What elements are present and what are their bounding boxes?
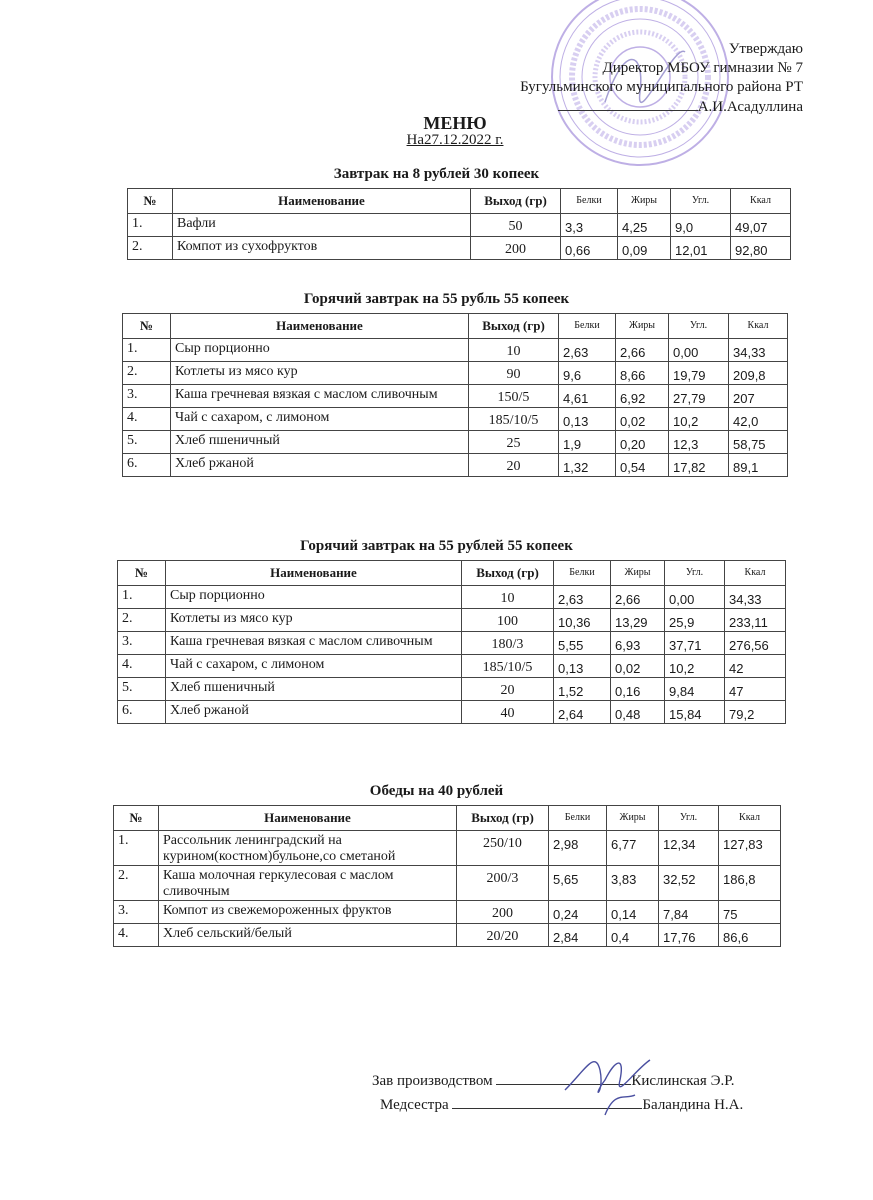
col-fat-cell: 0,09 xyxy=(618,237,671,260)
col-carbs-cell: 17,76 xyxy=(659,924,719,947)
menu-table xyxy=(127,188,791,260)
col-name-cell: Хлеб сельский/белый xyxy=(159,924,457,947)
col-yield-cell: 25 xyxy=(469,431,559,454)
handwritten-signature xyxy=(555,1040,665,1125)
section-title: Обеды на 40 рублей xyxy=(369,783,504,799)
col-carbs-cell: 12,3 xyxy=(669,431,729,454)
col-fat-cell: 0,16 xyxy=(611,678,665,701)
col-protein-cell: 1,32 xyxy=(559,454,616,477)
col-carbs-cell: 9,84 xyxy=(665,678,725,701)
page-title: МЕНЮ xyxy=(423,113,487,133)
header-col-yield: Выход (гр) xyxy=(471,189,561,214)
col-kcal-cell: 42,0 xyxy=(729,408,788,431)
col-yield-cell: 40 xyxy=(462,701,554,724)
table-row xyxy=(118,609,786,632)
table-row xyxy=(118,678,786,701)
col-protein-cell: 5,65 xyxy=(549,866,607,901)
col-name-cell: Сыр порционно xyxy=(171,339,469,362)
table-row xyxy=(118,632,786,655)
table-row xyxy=(128,237,791,260)
col-yield-cell: 10 xyxy=(469,339,559,362)
col-carbs-cell: 0,00 xyxy=(665,586,725,609)
approval-position: Директор МБОУ гимназии № 7 xyxy=(602,60,803,76)
col-kcal-cell: 209,8 xyxy=(729,362,788,385)
col-yield-cell: 250/10 xyxy=(457,831,549,866)
col-number-cell: 1. xyxy=(114,831,159,866)
table-header-row xyxy=(118,561,786,586)
nurse-name: Баландина Н.А. xyxy=(642,1097,744,1113)
header-col-fat: Жиры xyxy=(618,189,671,214)
production-label: Зав производством xyxy=(372,1073,493,1089)
approval-block xyxy=(520,40,803,117)
header-col-fat: Жиры xyxy=(611,561,665,586)
col-carbs-cell: 17,82 xyxy=(669,454,729,477)
col-number-cell: 1. xyxy=(128,214,173,237)
header-col-yield: Выход (гр) xyxy=(469,314,559,339)
col-carbs-cell: 27,79 xyxy=(669,385,729,408)
col-number-cell: 2. xyxy=(114,866,159,901)
col-fat-cell: 0,02 xyxy=(611,655,665,678)
col-name-cell: Компот из свежемороженных фруктов xyxy=(159,901,457,924)
header-col-number: № xyxy=(128,189,173,214)
table-row xyxy=(118,586,786,609)
col-protein-cell: 2,64 xyxy=(554,701,611,724)
menu-table xyxy=(122,313,788,477)
col-number-cell: 4. xyxy=(118,655,166,678)
table-row xyxy=(114,901,781,924)
col-kcal-cell: 233,11 xyxy=(725,609,786,632)
col-number-cell: 1. xyxy=(118,586,166,609)
col-fat-cell: 2,66 xyxy=(611,586,665,609)
header-col-name: Наименование xyxy=(159,806,457,831)
col-protein-cell: 4,61 xyxy=(559,385,616,408)
col-number-cell: 3. xyxy=(114,901,159,924)
col-carbs-cell: 0,00 xyxy=(669,339,729,362)
table-row xyxy=(123,385,788,408)
col-yield-cell: 100 xyxy=(462,609,554,632)
col-carbs-cell: 32,52 xyxy=(659,866,719,901)
col-name-cell: Каша молочная геркулесовая с маслом сливочным xyxy=(159,866,457,901)
col-fat-cell: 0,20 xyxy=(616,431,669,454)
menu-date: На27.12.2022 г. xyxy=(406,132,504,148)
col-name-cell: Компот из сухофруктов xyxy=(173,237,471,260)
col-kcal-cell: 42 xyxy=(725,655,786,678)
col-name-cell: Чай с сахаром, с лимоном xyxy=(171,408,469,431)
col-fat-cell: 8,66 xyxy=(616,362,669,385)
header-col-protein: Белки xyxy=(559,314,616,339)
header-col-name: Наименование xyxy=(173,189,471,214)
col-fat-cell: 0,54 xyxy=(616,454,669,477)
col-yield-cell: 20 xyxy=(462,678,554,701)
col-yield-cell: 50 xyxy=(471,214,561,237)
col-name-cell: Хлеб ржаной xyxy=(171,454,469,477)
menu-table xyxy=(113,805,781,947)
signature-production xyxy=(372,1070,734,1092)
col-protein-cell: 10,36 xyxy=(554,609,611,632)
col-fat-cell: 3,83 xyxy=(607,866,659,901)
col-number-cell: 6. xyxy=(118,701,166,724)
col-name-cell: Хлеб ржаной xyxy=(166,701,462,724)
nurse-label: Медсестра xyxy=(380,1097,449,1113)
header-col-protein: Белки xyxy=(554,561,611,586)
col-kcal-cell: 186,8 xyxy=(719,866,781,901)
col-protein-cell: 0,13 xyxy=(559,408,616,431)
col-yield-cell: 180/3 xyxy=(462,632,554,655)
col-kcal-cell: 276,56 xyxy=(725,632,786,655)
col-kcal-cell: 75 xyxy=(719,901,781,924)
col-name-cell: Хлеб пшеничный xyxy=(166,678,462,701)
table-header-row xyxy=(128,189,791,214)
col-kcal-cell: 34,33 xyxy=(725,586,786,609)
menu-table xyxy=(117,560,786,724)
header-col-protein: Белки xyxy=(561,189,618,214)
col-kcal-cell: 49,07 xyxy=(731,214,791,237)
col-number-cell: 5. xyxy=(118,678,166,701)
production-name: Кислинская Э.Р. xyxy=(631,1073,735,1089)
col-name-cell: Котлеты из мясо кур xyxy=(171,362,469,385)
header-col-yield: Выход (гр) xyxy=(462,561,554,586)
col-fat-cell: 2,66 xyxy=(616,339,669,362)
header-col-protein: Белки xyxy=(549,806,607,831)
table-row xyxy=(114,831,781,866)
col-name-cell: Хлеб пшеничный xyxy=(171,431,469,454)
header-col-number: № xyxy=(118,561,166,586)
header-col-fat: Жиры xyxy=(607,806,659,831)
col-fat-cell: 6,93 xyxy=(611,632,665,655)
col-fat-cell: 6,77 xyxy=(607,831,659,866)
col-carbs-cell: 37,71 xyxy=(665,632,725,655)
col-carbs-cell: 7,84 xyxy=(659,901,719,924)
col-name-cell: Рассольник ленинградский на курином(костном)бульоне,со сметаной xyxy=(159,831,457,866)
col-carbs-cell: 9,0 xyxy=(671,214,731,237)
table-row xyxy=(128,214,791,237)
col-kcal-cell: 47 xyxy=(725,678,786,701)
header-col-fat: Жиры xyxy=(616,314,669,339)
col-number-cell: 3. xyxy=(123,385,171,408)
col-protein-cell: 0,66 xyxy=(561,237,618,260)
table-header-row xyxy=(123,314,788,339)
col-yield-cell: 10 xyxy=(462,586,554,609)
header-col-number: № xyxy=(114,806,159,831)
section-title: Завтрак на 8 рублей 30 копеек xyxy=(333,166,540,182)
col-yield-cell: 200 xyxy=(471,237,561,260)
col-name-cell: Чай с сахаром, с лимоном xyxy=(166,655,462,678)
table-row xyxy=(114,866,781,901)
table-header-row xyxy=(114,806,781,831)
col-protein-cell: 2,63 xyxy=(554,586,611,609)
col-kcal-cell: 58,75 xyxy=(729,431,788,454)
table-row xyxy=(123,454,788,477)
table-row xyxy=(123,431,788,454)
header-col-kcal: Ккал xyxy=(731,189,791,214)
col-protein-cell: 1,52 xyxy=(554,678,611,701)
col-protein-cell: 2,84 xyxy=(549,924,607,947)
col-carbs-cell: 15,84 xyxy=(665,701,725,724)
col-carbs-cell: 25,9 xyxy=(665,609,725,632)
approval-heading: Утверждаю xyxy=(728,41,803,57)
col-number-cell: 3. xyxy=(118,632,166,655)
section-title: Горячий завтрак на 55 рубль 55 копеек xyxy=(303,291,570,307)
col-yield-cell: 200 xyxy=(457,901,549,924)
col-yield-cell: 90 xyxy=(469,362,559,385)
col-kcal-cell: 89,1 xyxy=(729,454,788,477)
col-carbs-cell: 12,01 xyxy=(671,237,731,260)
col-fat-cell: 0,14 xyxy=(607,901,659,924)
col-name-cell: Котлеты из мясо кур xyxy=(166,609,462,632)
header-col-name: Наименование xyxy=(166,561,462,586)
col-protein-cell: 2,63 xyxy=(559,339,616,362)
col-fat-cell: 13,29 xyxy=(611,609,665,632)
col-carbs-cell: 12,34 xyxy=(659,831,719,866)
col-kcal-cell: 207 xyxy=(729,385,788,408)
col-number-cell: 4. xyxy=(114,924,159,947)
header-col-name: Наименование xyxy=(171,314,469,339)
col-yield-cell: 200/3 xyxy=(457,866,549,901)
col-fat-cell: 0,02 xyxy=(616,408,669,431)
col-yield-cell: 185/10/5 xyxy=(462,655,554,678)
col-name-cell: Вафли xyxy=(173,214,471,237)
header-col-number: № xyxy=(123,314,171,339)
table-row xyxy=(123,339,788,362)
col-protein-cell: 2,98 xyxy=(549,831,607,866)
col-carbs-cell: 10,2 xyxy=(669,408,729,431)
col-kcal-cell: 86,6 xyxy=(719,924,781,947)
col-kcal-cell: 92,80 xyxy=(731,237,791,260)
col-number-cell: 6. xyxy=(123,454,171,477)
col-carbs-cell: 19,79 xyxy=(669,362,729,385)
col-number-cell: 4. xyxy=(123,408,171,431)
col-kcal-cell: 127,83 xyxy=(719,831,781,866)
header-col-yield: Выход (гр) xyxy=(457,806,549,831)
col-fat-cell: 0,48 xyxy=(611,701,665,724)
col-yield-cell: 20/20 xyxy=(457,924,549,947)
table-row xyxy=(123,362,788,385)
header-col-carbs: Угл. xyxy=(669,314,729,339)
header-col-kcal: Ккал xyxy=(719,806,781,831)
col-fat-cell: 4,25 xyxy=(618,214,671,237)
table-row xyxy=(118,655,786,678)
col-yield-cell: 20 xyxy=(469,454,559,477)
col-protein-cell: 0,24 xyxy=(549,901,607,924)
col-protein-cell: 3,3 xyxy=(561,214,618,237)
approval-name: А.И.Асадуллина xyxy=(697,99,803,115)
header-col-kcal: Ккал xyxy=(725,561,786,586)
col-fat-cell: 0,4 xyxy=(607,924,659,947)
approval-district: Бугульминского муниципального района РТ xyxy=(520,79,803,95)
col-yield-cell: 185/10/5 xyxy=(469,408,559,431)
col-name-cell: Каша гречневая вязкая с маслом сливочным xyxy=(171,385,469,408)
table-row xyxy=(118,701,786,724)
col-kcal-cell: 34,33 xyxy=(729,339,788,362)
col-protein-cell: 1,9 xyxy=(559,431,616,454)
col-protein-cell: 9,6 xyxy=(559,362,616,385)
col-yield-cell: 150/5 xyxy=(469,385,559,408)
col-number-cell: 2. xyxy=(123,362,171,385)
col-number-cell: 5. xyxy=(123,431,171,454)
header-col-carbs: Угл. xyxy=(671,189,731,214)
col-name-cell: Сыр порционно xyxy=(166,586,462,609)
col-number-cell: 1. xyxy=(123,339,171,362)
col-protein-cell: 0,13 xyxy=(554,655,611,678)
col-protein-cell: 5,55 xyxy=(554,632,611,655)
col-number-cell: 2. xyxy=(118,609,166,632)
col-number-cell: 2. xyxy=(128,237,173,260)
col-fat-cell: 6,92 xyxy=(616,385,669,408)
header-col-carbs: Угл. xyxy=(659,806,719,831)
col-carbs-cell: 10,2 xyxy=(665,655,725,678)
table-row xyxy=(114,924,781,947)
section-title: Горячий завтрак на 55 рублей 55 копеек xyxy=(300,538,573,554)
col-name-cell: Каша гречневая вязкая с маслом сливочным xyxy=(166,632,462,655)
header-col-kcal: Ккал xyxy=(729,314,788,339)
table-row xyxy=(123,408,788,431)
col-kcal-cell: 79,2 xyxy=(725,701,786,724)
header-col-carbs: Угл. xyxy=(665,561,725,586)
